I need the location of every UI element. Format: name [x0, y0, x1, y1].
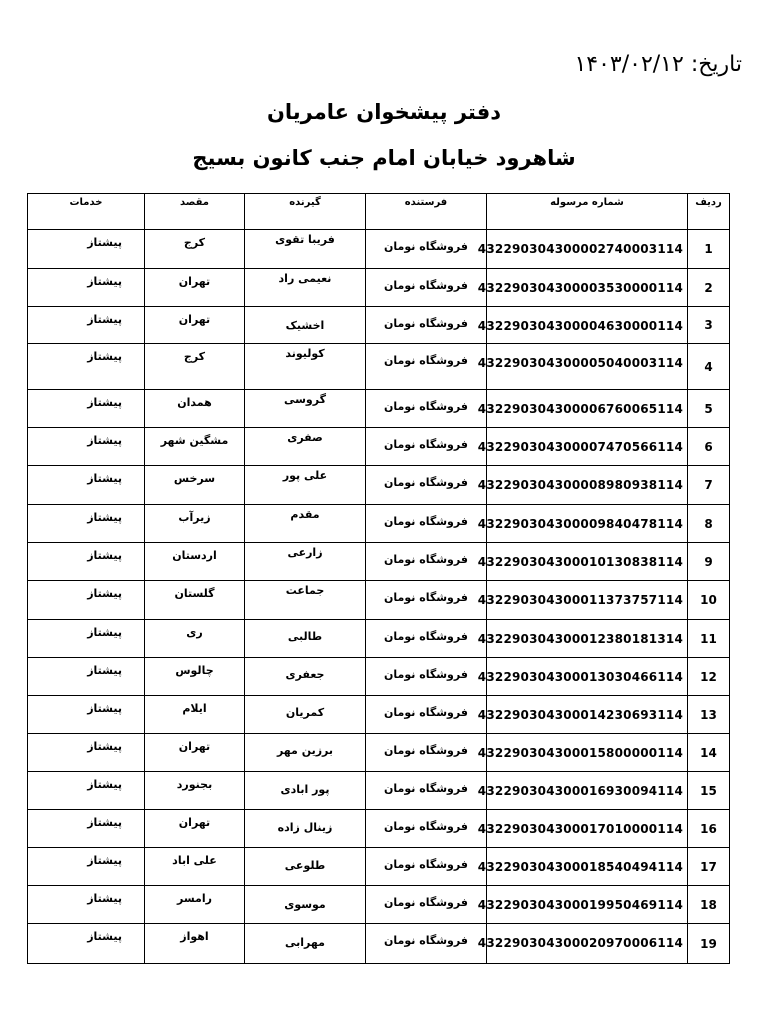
receiver-cell: کولیوند: [245, 344, 366, 390]
sender-cell: فروشگاه نومان: [366, 466, 487, 505]
row-number-cell: 11: [688, 620, 730, 658]
service-cell: پیشتاز: [28, 269, 145, 307]
tracking-number-cell: 432290304300019950469114: [487, 886, 688, 924]
col-header-destination: مقصد: [145, 194, 245, 230]
row-number-cell: 4: [688, 344, 730, 390]
row-number-cell: 6: [688, 428, 730, 466]
table-row: [28, 505, 730, 543]
col-header-receiver: گیرنده: [245, 194, 366, 230]
service-cell: پیشتاز: [28, 543, 145, 581]
service-cell: پیشتاز: [28, 505, 145, 543]
date-label: تاریخ:: [690, 52, 742, 77]
destination-cell: همدان: [145, 390, 245, 428]
sender-cell: فروشگاه نومان: [366, 505, 487, 543]
tracking-number-cell: 432290304300016930094114: [487, 772, 688, 810]
sender-cell: فروشگاه نومان: [366, 543, 487, 581]
row-number-cell: 7: [688, 466, 730, 505]
service-cell: پیشتاز: [28, 230, 145, 269]
sender-cell: فروشگاه نومان: [366, 886, 487, 924]
row-number-cell: 8: [688, 505, 730, 543]
receiver-cell: علی پور: [245, 466, 366, 505]
row-number-cell: 5: [688, 390, 730, 428]
sender-cell: فروشگاه نومان: [366, 734, 487, 772]
tracking-number-cell: 432290304300004630000114: [487, 307, 688, 344]
service-cell: پیشتاز: [28, 734, 145, 772]
destination-cell: چالوس: [145, 658, 245, 696]
destination-cell: تهران: [145, 307, 245, 344]
row-number-cell: 19: [688, 924, 730, 964]
service-cell: پیشتاز: [28, 924, 145, 964]
table-row: [28, 543, 730, 581]
service-cell: پیشتاز: [28, 307, 145, 344]
table-row: [28, 581, 730, 620]
tracking-number-cell: 432290304300011373757114: [487, 581, 688, 620]
table-row: [28, 466, 730, 505]
col-header-sender: فرستنده: [366, 194, 487, 230]
col-header-tracking: شماره مرسوله: [487, 194, 688, 230]
service-cell: پیشتاز: [28, 658, 145, 696]
tracking-number-cell: 432290304300010130838114: [487, 543, 688, 581]
table-row: [28, 428, 730, 466]
sender-cell: فروشگاه نومان: [366, 230, 487, 269]
tracking-number-cell: 432290304300006760065114: [487, 390, 688, 428]
table-row: [28, 390, 730, 428]
table-row: [28, 810, 730, 848]
tracking-number-cell: 432290304300007470566114: [487, 428, 688, 466]
tracking-number-cell: 432290304300003530000114: [487, 269, 688, 307]
receiver-cell: جعفری: [245, 658, 366, 696]
service-cell: پیشتاز: [28, 886, 145, 924]
document-date: [574, 52, 742, 77]
row-number-cell: 13: [688, 696, 730, 734]
service-cell: پیشتاز: [28, 581, 145, 620]
receiver-cell: اخشیک: [245, 307, 366, 344]
office-address: شاهرود خیابان امام جنب کانون بسیج: [192, 146, 576, 170]
tracking-number-cell: 432290304300005040003114: [487, 344, 688, 390]
row-number-cell: 12: [688, 658, 730, 696]
receiver-cell: زینال زاده: [245, 810, 366, 848]
tracking-number-cell: 432290304300013030466114: [487, 658, 688, 696]
table-header-row: [28, 194, 730, 230]
destination-cell: گلستان: [145, 581, 245, 620]
sender-cell: فروشگاه نومان: [366, 581, 487, 620]
sender-cell: فروشگاه نومان: [366, 924, 487, 964]
table-row: [28, 658, 730, 696]
receiver-cell: صفری: [245, 428, 366, 466]
tracking-number-cell: 432290304300002740003114: [487, 230, 688, 269]
receiver-cell: نعیمی راد: [245, 269, 366, 307]
service-cell: پیشتاز: [28, 466, 145, 505]
table-row: [28, 734, 730, 772]
service-cell: پیشتاز: [28, 696, 145, 734]
destination-cell: ری: [145, 620, 245, 658]
sender-cell: فروشگاه نومان: [366, 390, 487, 428]
tracking-number-cell: 432290304300015800000114: [487, 734, 688, 772]
row-number-cell: 3: [688, 307, 730, 344]
receiver-cell: جماعت: [245, 581, 366, 620]
row-number-cell: 10: [688, 581, 730, 620]
service-cell: پیشتاز: [28, 620, 145, 658]
receiver-cell: موسوی: [245, 886, 366, 924]
table-row: [28, 772, 730, 810]
sender-cell: فروشگاه نومان: [366, 848, 487, 886]
destination-cell: اهواز: [145, 924, 245, 964]
row-number-cell: 17: [688, 848, 730, 886]
destination-cell: اردستان: [145, 543, 245, 581]
col-header-row-number: ردیف: [688, 194, 730, 230]
table-row: [28, 344, 730, 390]
date-value: ۱۴۰۳/۰۲/۱۲: [574, 52, 684, 77]
shipment-table: [27, 193, 730, 964]
row-number-cell: 18: [688, 886, 730, 924]
table-row: [28, 848, 730, 886]
service-cell: پیشتاز: [28, 344, 145, 390]
service-cell: پیشتاز: [28, 428, 145, 466]
receiver-cell: کمریان: [245, 696, 366, 734]
receiver-cell: مقدم: [245, 505, 366, 543]
destination-cell: رامسر: [145, 886, 245, 924]
row-number-cell: 2: [688, 269, 730, 307]
sender-cell: فروشگاه نومان: [366, 620, 487, 658]
destination-cell: ایلام: [145, 696, 245, 734]
sender-cell: فروشگاه نومان: [366, 810, 487, 848]
destination-cell: علی اباد: [145, 848, 245, 886]
tracking-number-cell: 432290304300017010000114: [487, 810, 688, 848]
sender-cell: فروشگاه نومان: [366, 269, 487, 307]
tracking-number-cell: 432290304300008980938114: [487, 466, 688, 505]
receiver-cell: طالبی: [245, 620, 366, 658]
receiver-cell: پور ابادی: [245, 772, 366, 810]
sender-cell: فروشگاه نومان: [366, 696, 487, 734]
tracking-number-cell: 432290304300009840478114: [487, 505, 688, 543]
destination-cell: سرخس: [145, 466, 245, 505]
destination-cell: تهران: [145, 734, 245, 772]
service-cell: پیشتاز: [28, 390, 145, 428]
receiver-cell: برزین مهر: [245, 734, 366, 772]
sender-cell: فروشگاه نومان: [366, 428, 487, 466]
destination-cell: کرج: [145, 230, 245, 269]
service-cell: پیشتاز: [28, 848, 145, 886]
office-title: دفتر پیشخوان عامریان: [266, 100, 502, 124]
row-number-cell: 9: [688, 543, 730, 581]
destination-cell: کرج: [145, 344, 245, 390]
service-cell: پیشتاز: [28, 772, 145, 810]
table-row: [28, 886, 730, 924]
row-number-cell: 14: [688, 734, 730, 772]
row-number-cell: 1: [688, 230, 730, 269]
col-header-service: خدمات: [28, 194, 145, 230]
tracking-number-cell: 432290304300012380181314: [487, 620, 688, 658]
tracking-number-cell: 432290304300014230693114: [487, 696, 688, 734]
table-row: [28, 230, 730, 269]
table-row: [28, 269, 730, 307]
sender-cell: فروشگاه نومان: [366, 344, 487, 390]
receiver-cell: گروسی: [245, 390, 366, 428]
destination-cell: زیرآب: [145, 505, 245, 543]
table-row: [28, 696, 730, 734]
tracking-number-cell: 432290304300018540494114: [487, 848, 688, 886]
receiver-cell: مهرابی: [245, 924, 366, 964]
row-number-cell: 15: [688, 772, 730, 810]
table-row: [28, 620, 730, 658]
destination-cell: مشگین شهر: [145, 428, 245, 466]
sender-cell: فروشگاه نومان: [366, 307, 487, 344]
receiver-cell: فریبا تقوی: [245, 230, 366, 269]
table-row: [28, 307, 730, 344]
destination-cell: بجنورد: [145, 772, 245, 810]
destination-cell: تهران: [145, 269, 245, 307]
row-number-cell: 16: [688, 810, 730, 848]
table-row: [28, 924, 730, 964]
service-cell: پیشتاز: [28, 810, 145, 848]
sender-cell: فروشگاه نومان: [366, 772, 487, 810]
sender-cell: فروشگاه نومان: [366, 658, 487, 696]
destination-cell: تهران: [145, 810, 245, 848]
tracking-number-cell: 432290304300020970006114: [487, 924, 688, 964]
receiver-cell: زارعی: [245, 543, 366, 581]
receiver-cell: طلوعی: [245, 848, 366, 886]
